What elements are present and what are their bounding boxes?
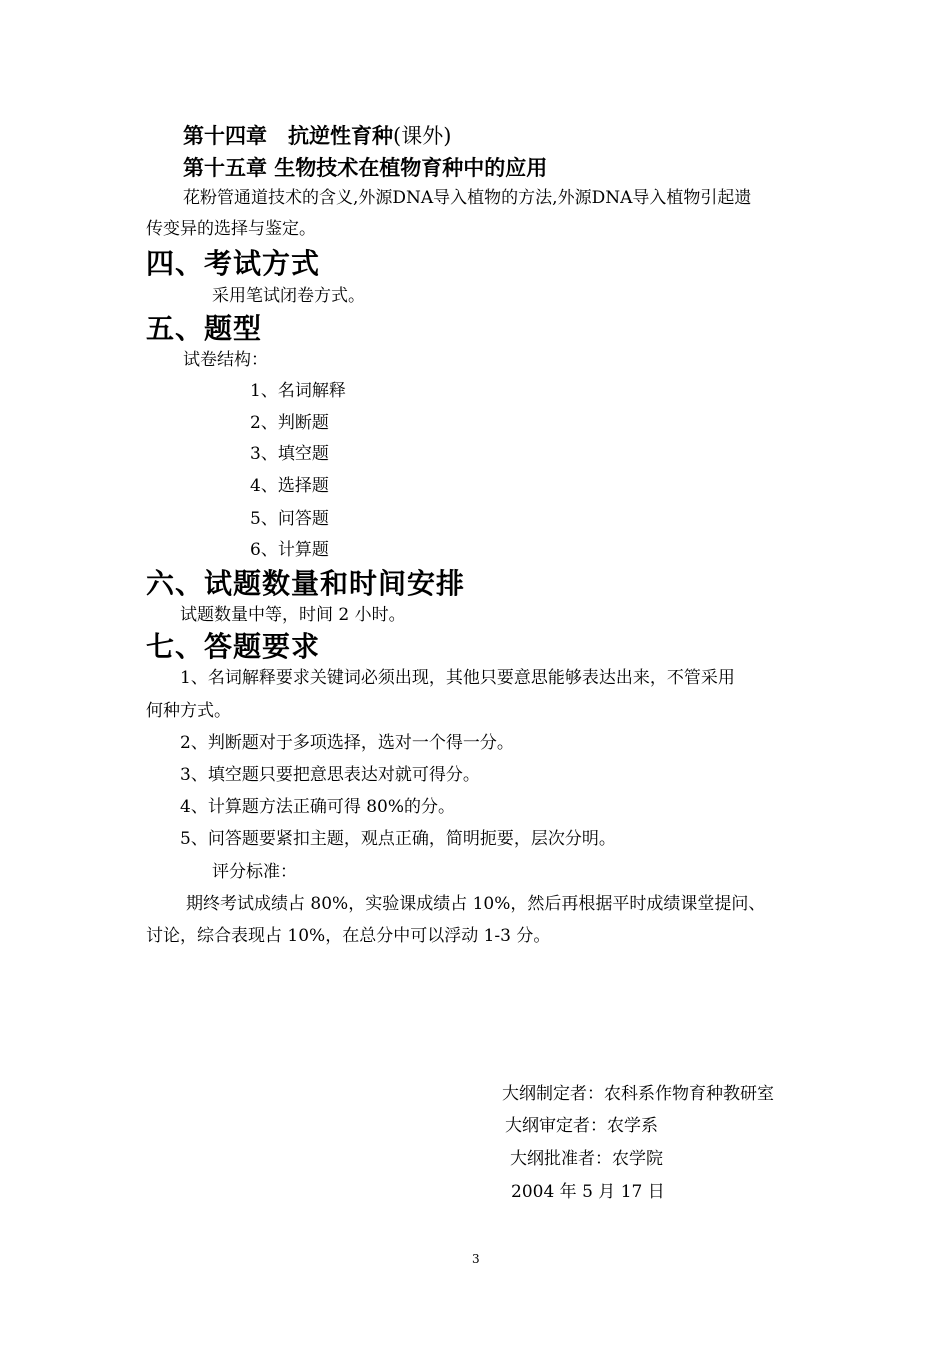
list-item: 2、判断题 (250, 413, 329, 433)
chapter-15-body-line2: 传变异的选择与鉴定。 (146, 219, 316, 239)
section-6-heading: 六、试题数量和时间安排 (146, 567, 466, 600)
requirement-4: 4、计算题方法正确可得 80%的分。 (180, 797, 456, 817)
requirement-3: 3、填空题只要把意思表达对就可得分。 (180, 765, 480, 785)
chapter-14-title: 第十四章 抗逆性育种 (183, 124, 393, 148)
section-4-text: 采用笔试闭卷方式。 (212, 286, 365, 306)
section-5-intro: 试卷结构： (183, 350, 268, 370)
list-item: 1、名词解释 (250, 381, 346, 401)
signature-approver: 大纲批准者：农学院 (510, 1149, 663, 1169)
list-item: 6、计算题 (250, 540, 329, 560)
list-item: 4、选择题 (250, 476, 329, 496)
section-6-text: 试题数量中等，时间 2 小时。 (180, 605, 406, 625)
grading-line2: 讨论，综合表现占 10%，在总分中可以浮动 1-3 分。 (146, 926, 551, 946)
requirement-1-line2: 何种方式。 (146, 701, 231, 721)
chapter-15-heading: 第十五章 生物技术在植物育种中的应用 (183, 156, 548, 180)
signature-reviewer: 大纲审定者：农学系 (505, 1116, 658, 1136)
signature-drafter: 大纲制定者：农科系作物育种教研室 (502, 1084, 774, 1104)
chapter-14-heading (183, 120, 451, 150)
list-item: 3、填空题 (250, 444, 329, 464)
section-7-heading: 七、答题要求 (146, 630, 321, 663)
requirement-1-line1: 1、名词解释要求关键词必须出现，其他只要意思能够表达出来，不管采用 (180, 668, 735, 688)
grading-label: 评分标准： (212, 862, 297, 882)
signature-date: 2004 年 5 月 17 日 (511, 1182, 665, 1202)
requirement-5: 5、问答题要紧扣主题，观点正确，简明扼要，层次分明。 (180, 829, 616, 849)
section-4-heading: 四、考试方式 (146, 247, 321, 280)
requirement-2: 2、判断题对于多项选择，选对一个得一分。 (180, 733, 514, 753)
section-5-heading: 五、题型 (146, 312, 263, 345)
chapter-15-body-line1: 花粉管通道技术的含义,外源DNA导入植物的方法,外源DNA导入植物引起遗 (183, 188, 752, 208)
list-item: 5、问答题 (250, 509, 329, 529)
page-number: 3 (472, 1252, 480, 1266)
chapter-14-note: (课外) (393, 124, 452, 148)
grading-line1: 期终考试成绩占 80%，实验课成绩占 10%，然后再根据平时成绩课堂提问、 (186, 894, 766, 914)
